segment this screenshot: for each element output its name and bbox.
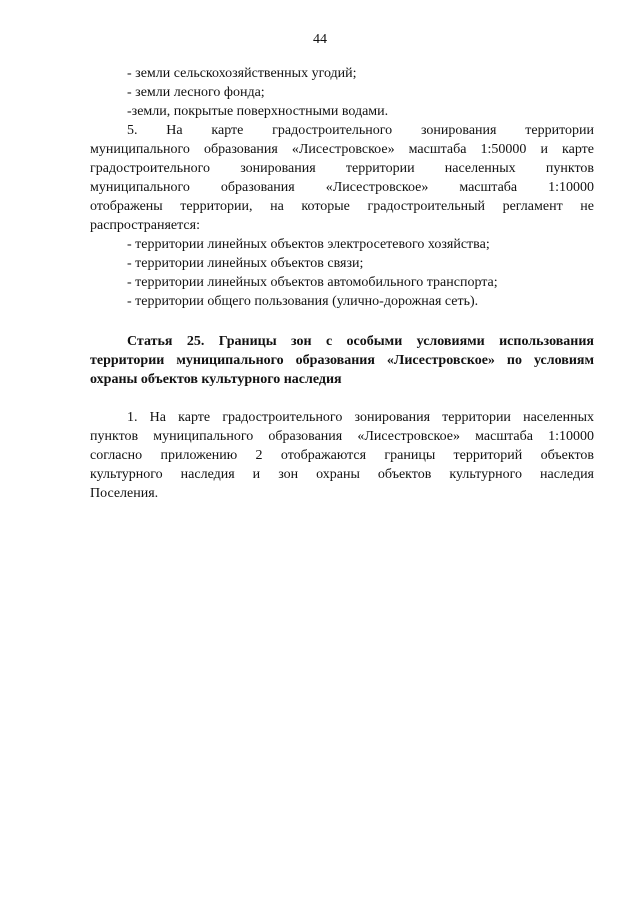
list-item: - территории линейных объектов электросетевого хозяйства; xyxy=(127,237,490,252)
paragraph-5 xyxy=(90,121,594,235)
paragraph-line: Поселения. xyxy=(90,486,159,501)
heading-line: Статья 25. Границы зон с особыми условиями использования xyxy=(127,334,594,349)
paragraph-line: пунктов муниципального образования «Лисестровское» масштаба 1:10000 xyxy=(90,429,594,444)
paragraph-line: 1. На карте градостроительного зонирования территории населенных xyxy=(127,410,594,425)
paragraph-line: культурного наследия и зон охраны объектов культурного наследия xyxy=(90,467,594,482)
spacer xyxy=(90,311,594,332)
page-number: 44 xyxy=(313,32,327,47)
paragraph-line: муниципального образования «Лисестровское» масштаба 1:10000 xyxy=(90,180,594,195)
paragraph-line: согласно приложению 2 отображаются границы территорий объектов xyxy=(90,448,594,463)
spacer xyxy=(90,389,594,408)
list-item: - земли сельскохозяйственных угодий; xyxy=(127,66,357,81)
list-item: - территории общего пользования (улично-дорожная сеть). xyxy=(127,294,479,309)
article-paragraph-1 xyxy=(90,408,594,503)
territory-list xyxy=(90,235,594,311)
list-item: -земли, покрытые поверхностными водами. xyxy=(127,104,389,119)
list-item: - территории линейных объектов автомобильного транспорта; xyxy=(127,275,498,290)
paragraph-line: отображены территории, на которые градостроительный регламент не xyxy=(90,199,594,214)
document-body xyxy=(90,64,594,503)
heading-line: охраны объектов культурного наследия xyxy=(90,372,342,387)
paragraph-line: распространяется: xyxy=(90,218,200,233)
paragraph-line: муниципального образования «Лисестровское» масштаба 1:50000 и карте xyxy=(90,142,594,157)
paragraph-line: 5. На карте градостроительного зонирования территории xyxy=(127,123,594,138)
list-item: - земли лесного фонда; xyxy=(127,85,265,100)
article-heading xyxy=(90,332,594,389)
land-category-list xyxy=(90,64,594,121)
heading-line: территории муниципального образования «Лисестровское» по условиям xyxy=(90,353,594,368)
list-item: - территории линейных объектов связи; xyxy=(127,256,364,271)
paragraph-line: градостроительного зонирования территории населенных пунктов xyxy=(90,161,594,176)
